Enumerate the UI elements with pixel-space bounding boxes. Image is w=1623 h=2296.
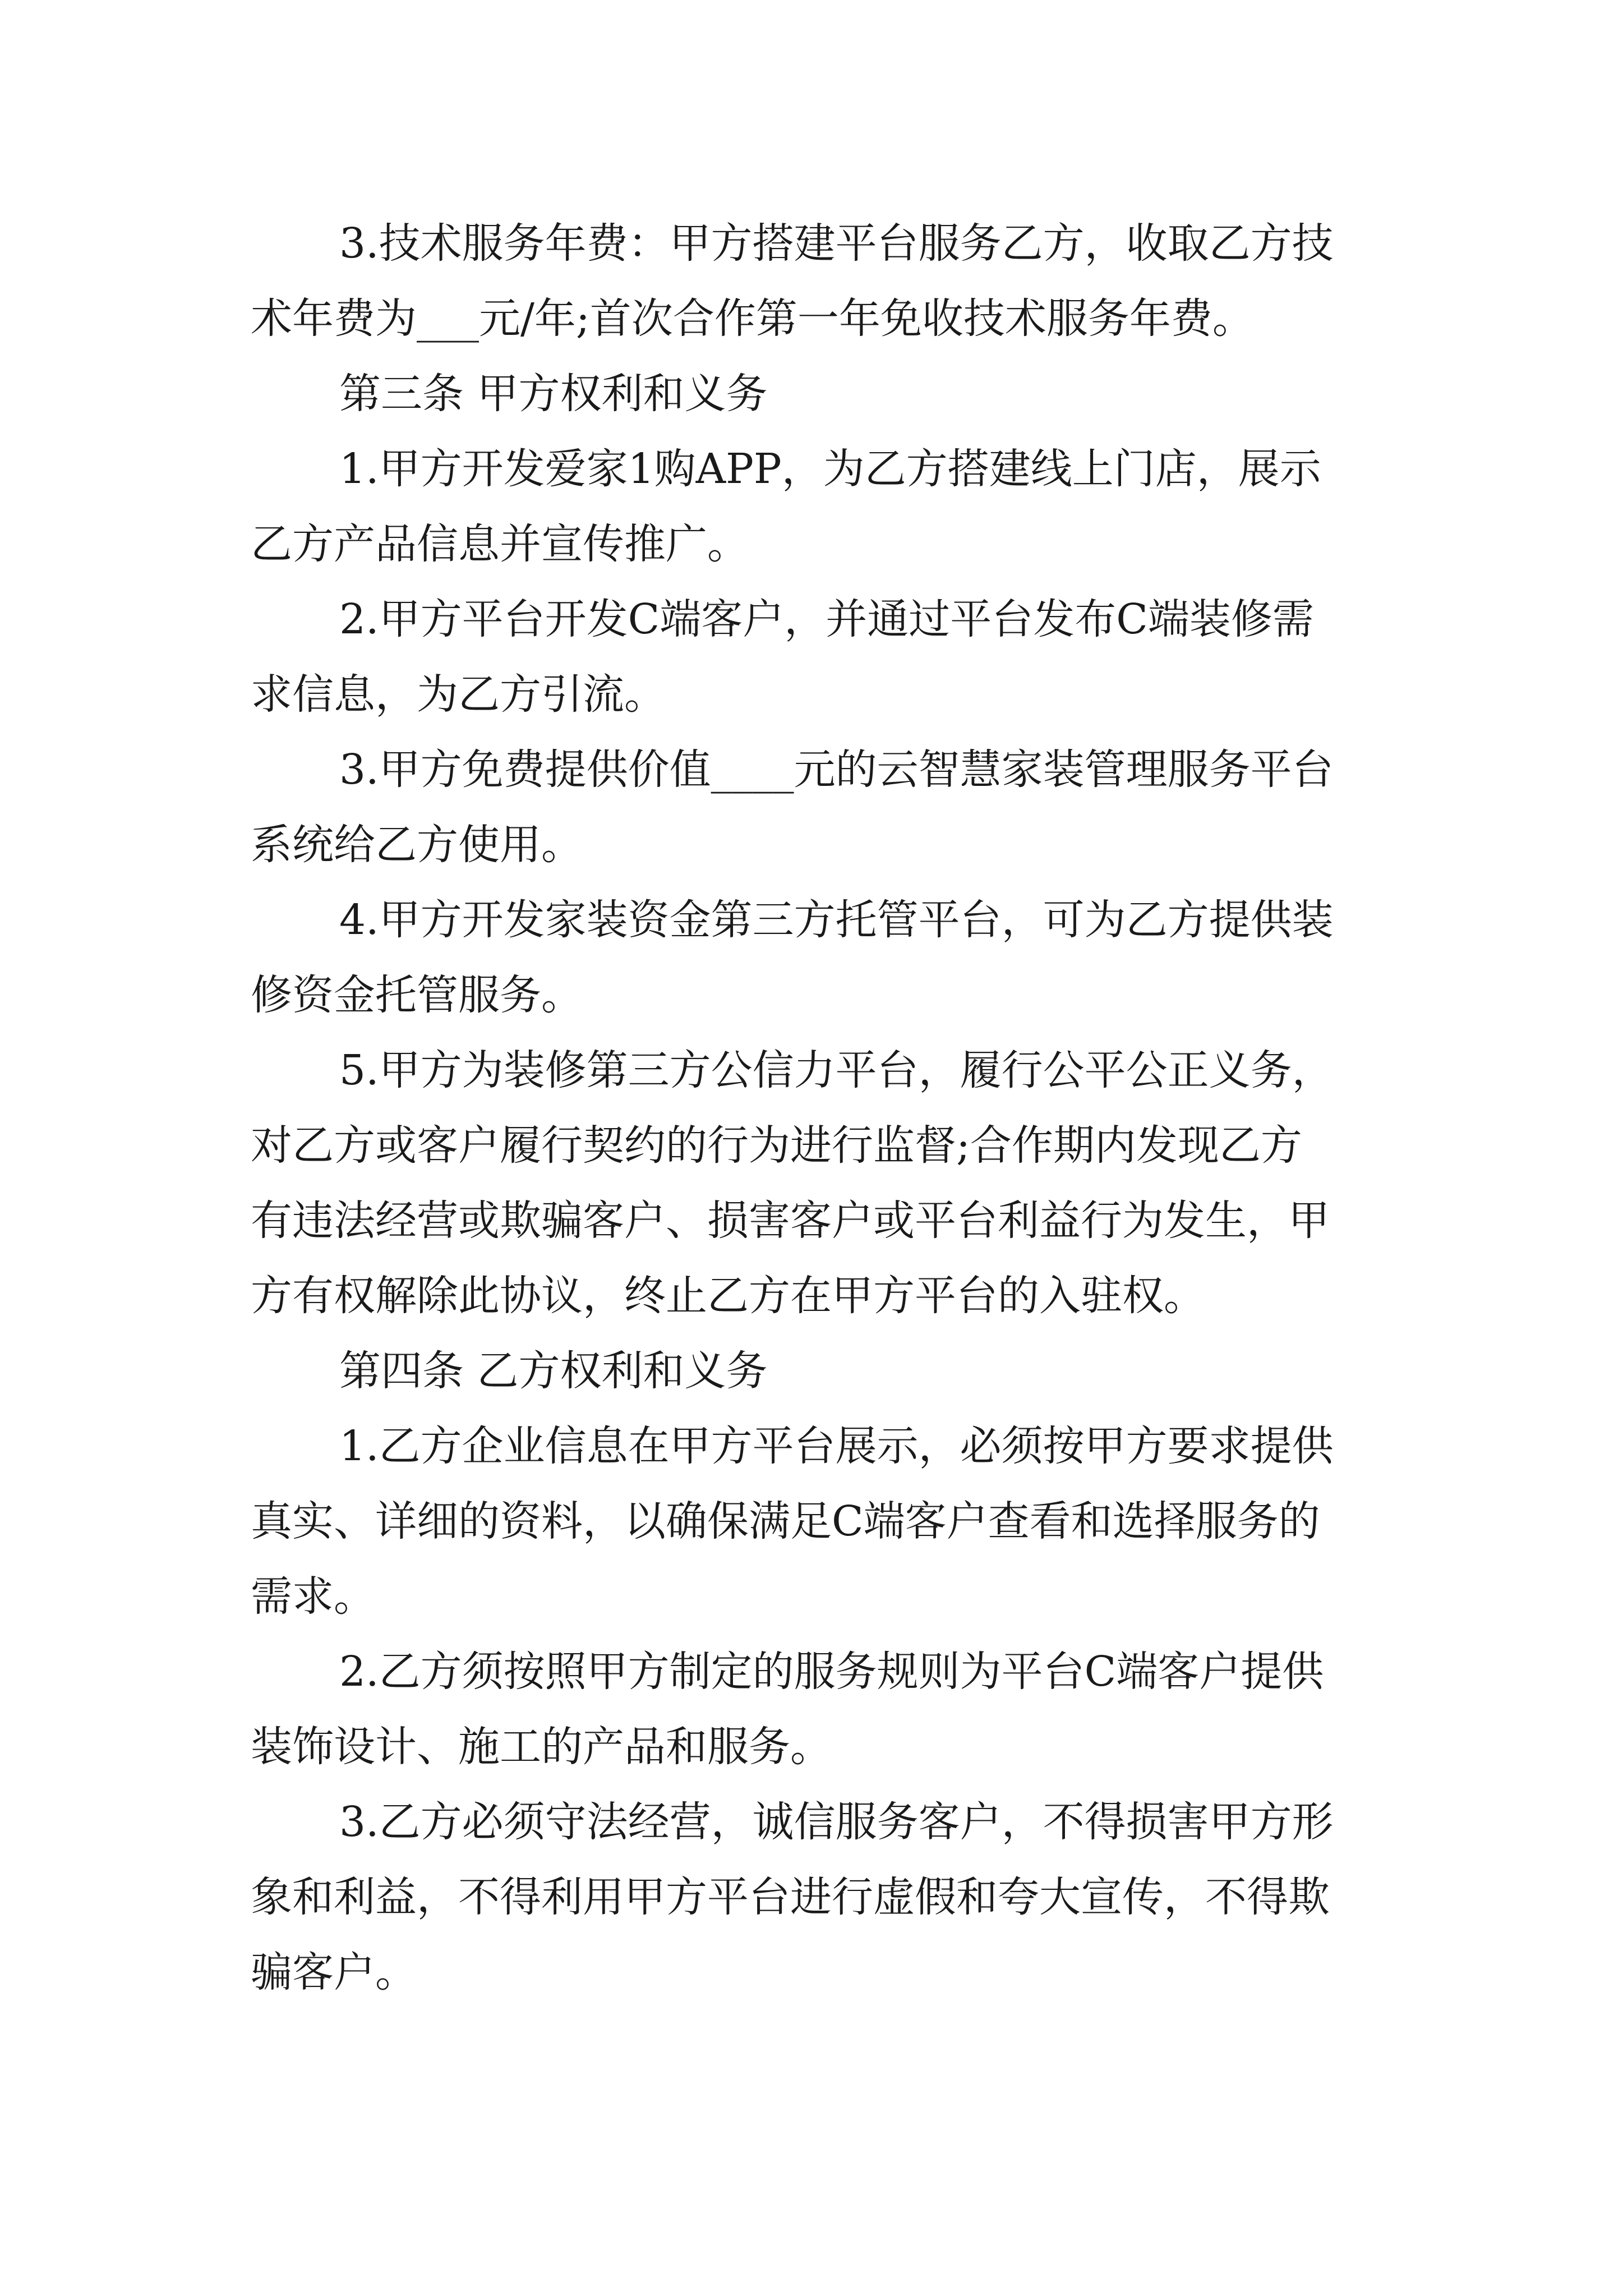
text-line: 3.技术服务年费：甲方搭建平台服务乙方，收取乙方技 — [339, 219, 1334, 268]
text-line: 术年费为___元/年;首次合作第一年免收技术服务年费。 — [251, 295, 1254, 343]
text-line: 有违法经营或欺骗客户、损害客户或平台利益行为发生，甲 — [251, 1197, 1330, 1245]
text-line: 真实、详细的资料，以确保满足C端客户查看和选择服务的 — [251, 1497, 1320, 1545]
text-line: 2.乙方须按照甲方制定的服务规则为平台C端客户提供 — [339, 1648, 1324, 1696]
text-line: 2.甲方平台开发C端客户，并通过平台发布C端装修需 — [339, 595, 1314, 643]
text-line: 修资金托管服务。 — [251, 971, 583, 1019]
text-line: 4.甲方开发家装资金第三方托管平台，可为乙方提供装 — [339, 896, 1334, 944]
text-line: 装饰设计、施工的产品和服务。 — [251, 1723, 832, 1771]
text-line: 系统给乙方使用。 — [251, 821, 583, 869]
text-line: 需求。 — [251, 1572, 375, 1621]
text-line: 乙方产品信息并宣传推广。 — [251, 520, 749, 568]
text-line: 求信息，为乙方引流。 — [251, 670, 666, 719]
text-line: 骗客户。 — [251, 1948, 417, 1996]
text-line: 3.乙方必须守法经营，诚信服务客户，不得损害甲方形 — [339, 1798, 1334, 1846]
text-line: 象和利益，不得利用甲方平台进行虚假和夸大宣传，不得欺 — [251, 1873, 1330, 1921]
text-line: 对乙方或客户履行契约的行为进行监督;合作期内发现乙方 — [251, 1121, 1302, 1170]
section-heading: 第四条 乙方权利和义务 — [339, 1347, 768, 1395]
text-line: 1.甲方开发爱家1购APP，为乙方搭建线上门店，展示 — [339, 445, 1321, 493]
section-heading: 第三条 甲方权利和义务 — [339, 370, 768, 418]
text-line: 5.甲方为装修第三方公信力平台，履行公平公正义务， — [339, 1046, 1334, 1094]
text-line: 1.乙方企业信息在甲方平台展示，必须按甲方要求提供 — [339, 1422, 1334, 1470]
text-line: 3.甲方免费提供价值____元的云智慧家装管理服务平台 — [339, 746, 1334, 794]
text-line: 方有权解除此协议，终止乙方在甲方平台的入驻权。 — [251, 1272, 1205, 1320]
